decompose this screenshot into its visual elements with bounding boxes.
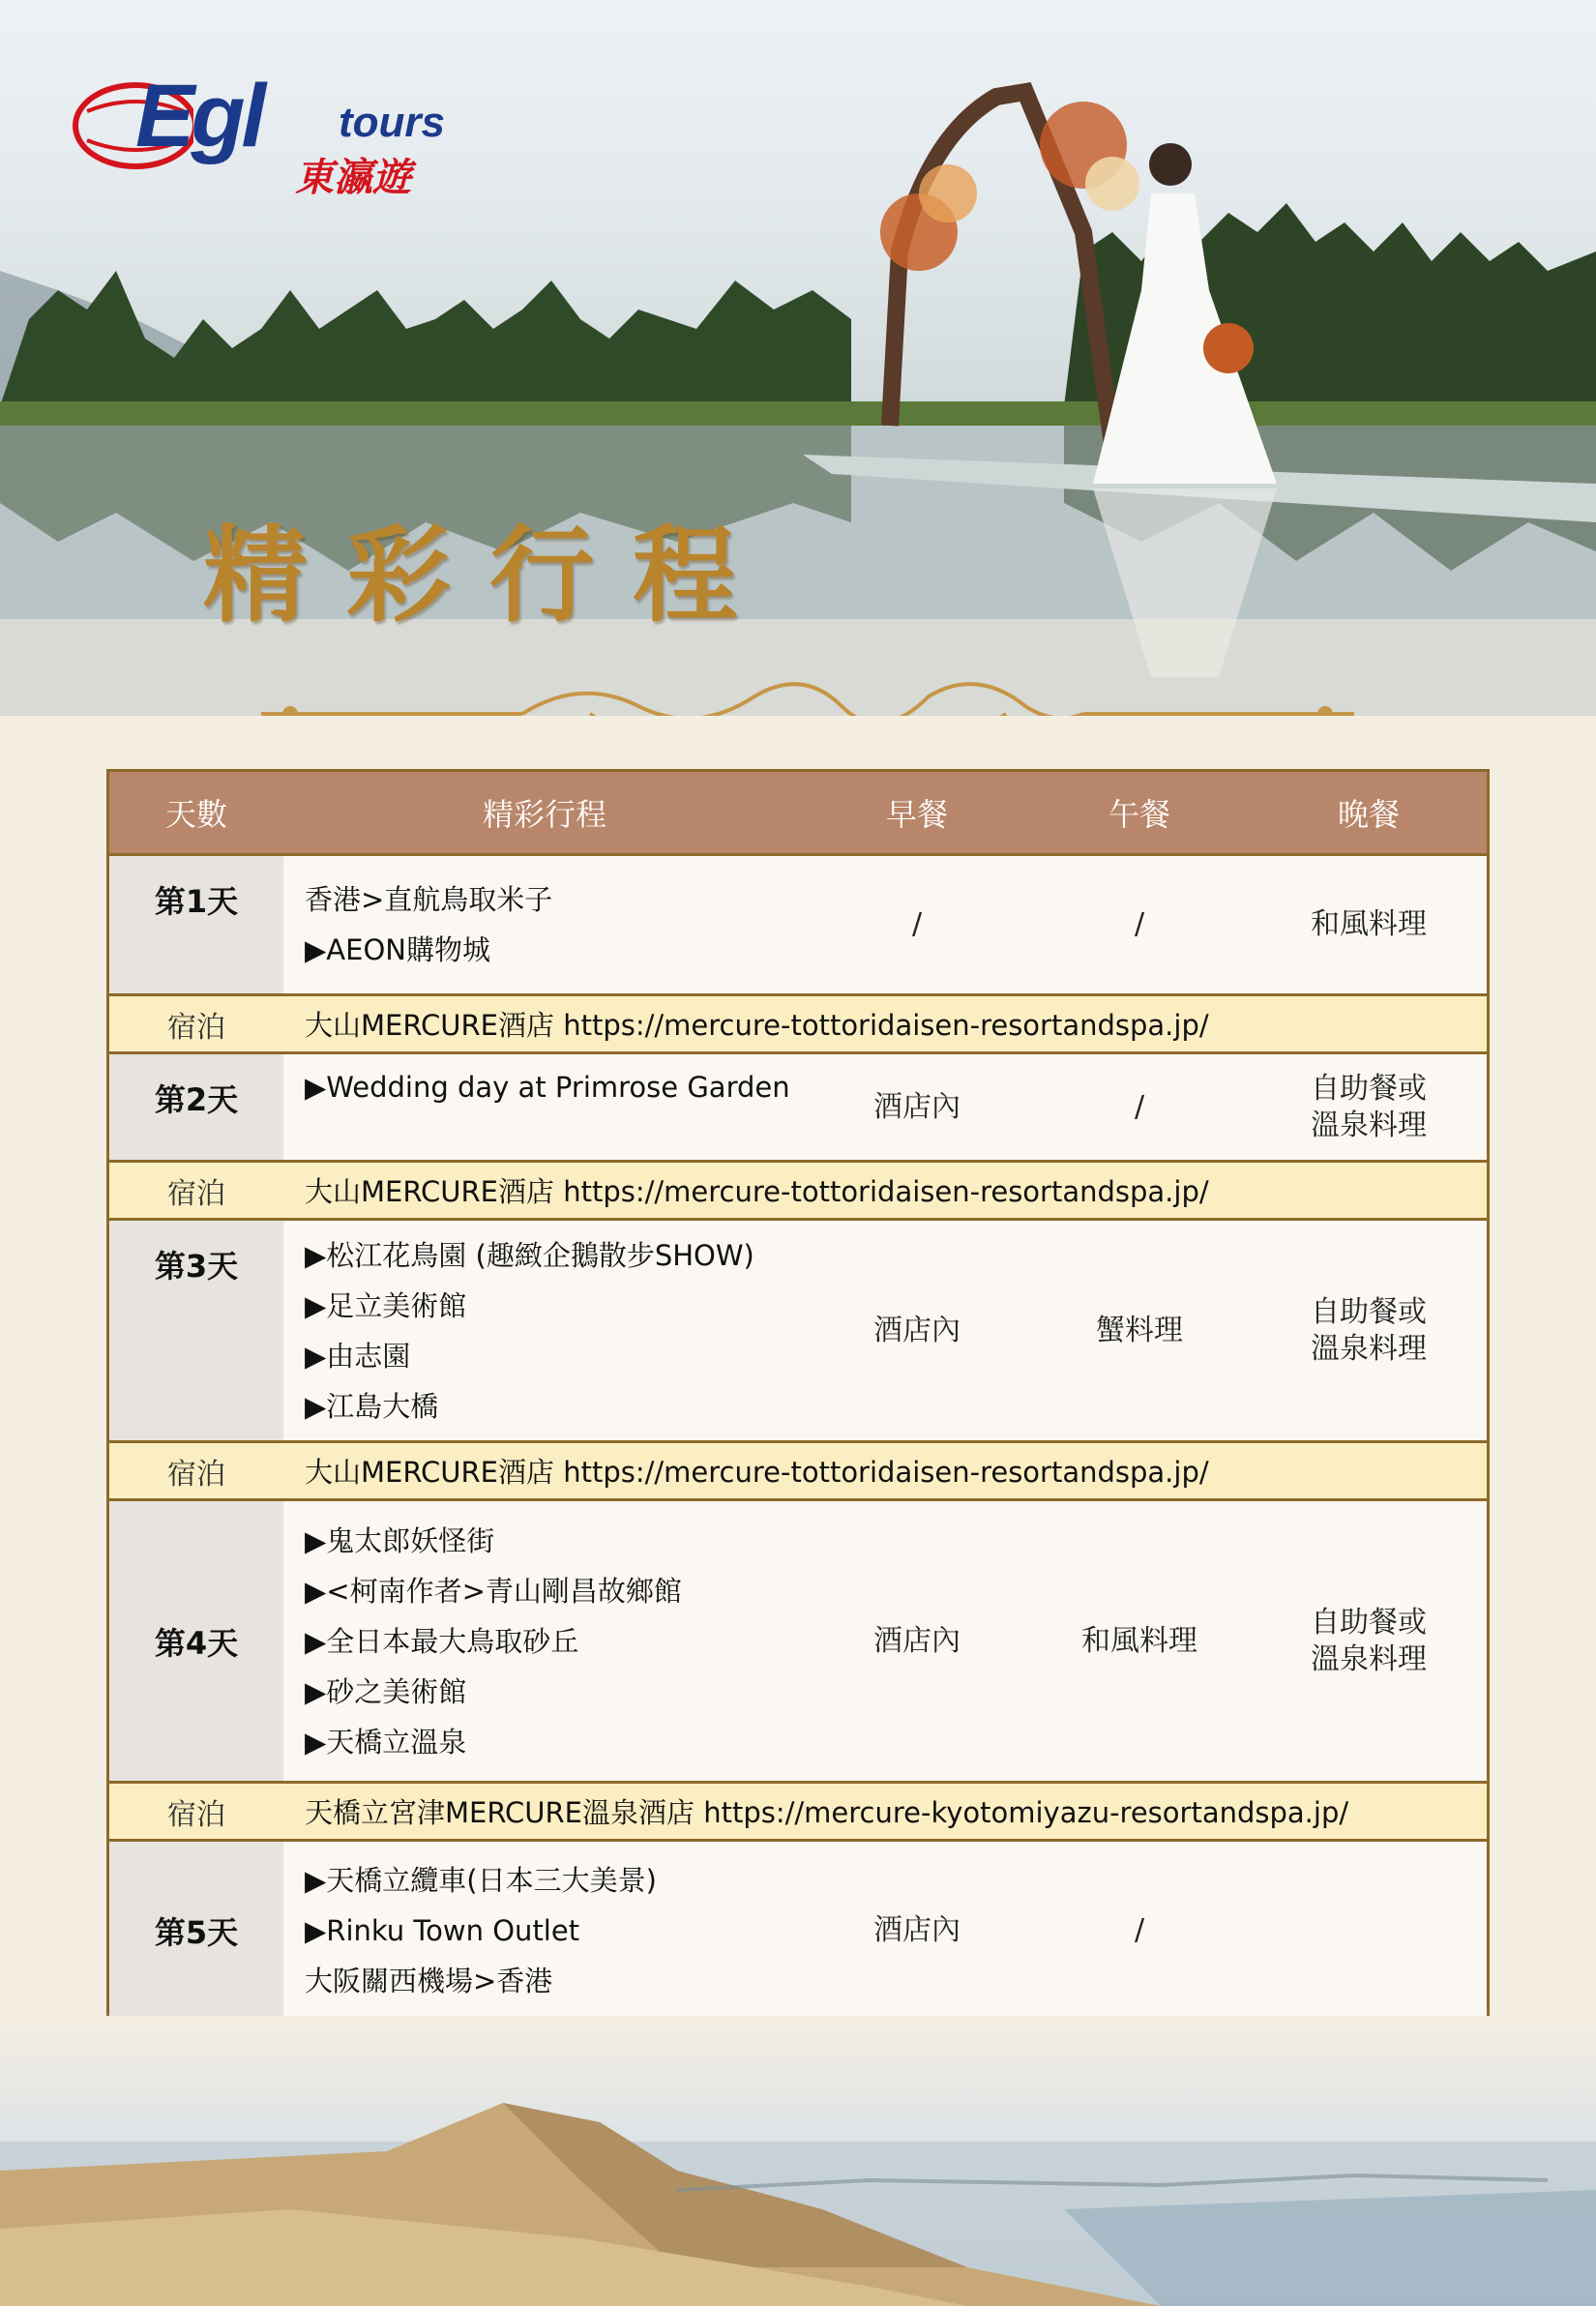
lunch-value: 和風料理 <box>1081 1623 1197 1658</box>
header-dinner: 晚餐 <box>1337 796 1400 833</box>
plan-item: ▶砂之美術館 <box>305 1674 467 1708</box>
stay-hotel: 天橋立宮津MERCURE溫泉酒店 https://mercure-kyotomiyazu-resortandspa.jp/ <box>305 1796 1349 1829</box>
dinner-value <box>1251 1221 1487 1440</box>
breakfast-value: 酒店內 <box>873 1313 961 1347</box>
day-row <box>109 1501 1487 1784</box>
logo-wordmark: Egl <box>135 67 263 165</box>
dinner-value <box>1251 1054 1487 1160</box>
egl-tours-logo <box>68 68 474 203</box>
plan-item: ▶松江花鳥園 (趣緻企鵝散步SHOW) <box>305 1238 754 1272</box>
stay-label: 宿泊 <box>167 1457 225 1492</box>
dinner-line: 溫泉料理 <box>1311 1641 1427 1676</box>
breakfast-value: 酒店內 <box>873 1912 961 1947</box>
stay-label: 宿泊 <box>167 1010 225 1045</box>
breakfast-value: 酒店內 <box>873 1089 961 1124</box>
dinner-line: 溫泉料理 <box>1311 1331 1427 1366</box>
dinner-value <box>1251 856 1487 993</box>
stay-hotel: 大山MERCURE酒店 https://mercure-tottoridaisen-resortandspa.jp/ <box>305 1009 1209 1042</box>
hero-banner <box>0 0 1596 716</box>
day-row <box>109 1842 1487 2019</box>
dinner-line: 自助餐或 <box>1311 1071 1427 1106</box>
plan-item: ▶全日本最大鳥取砂丘 <box>305 1624 579 1658</box>
dinner-line: 溫泉料理 <box>1311 1108 1427 1142</box>
plan-item: ▶江島大橋 <box>305 1389 439 1423</box>
logo-chinese-text: 東瀛遊 <box>295 156 411 200</box>
header-day: 天數 <box>164 796 227 833</box>
lunch-value: / <box>1134 1912 1145 1947</box>
stay-row <box>109 996 1487 1054</box>
lunch-value: 蟹料理 <box>1096 1313 1183 1347</box>
header-lunch: 午餐 <box>1108 796 1170 833</box>
day-plan <box>283 1221 806 1440</box>
stay-row <box>109 1163 1487 1221</box>
stay-hotel: 大山MERCURE酒店 https://mercure-tottoridaisen-resortandspa.jp/ <box>305 1175 1209 1208</box>
day-row <box>109 1054 1487 1163</box>
plan-item: ▶足立美術館 <box>305 1288 467 1322</box>
sand-dune-illustration <box>0 2016 1596 2306</box>
plan-item: ▶天橋立溫泉 <box>305 1725 467 1759</box>
plan-item: ▶由志園 <box>305 1339 411 1373</box>
plan-item: ▶天橋立纜車(日本三大美景) <box>305 1863 657 1897</box>
plan-item: ▶鬼太郎妖怪街 <box>305 1523 495 1557</box>
plan-item: 大阪關西機場>香港 <box>305 1964 553 1997</box>
stay-hotel: 大山MERCURE酒店 https://mercure-tottoridaisen-resortandspa.jp/ <box>305 1456 1209 1489</box>
plan-item: ▶AEON購物城 <box>305 933 490 966</box>
day-plan <box>283 856 806 993</box>
breakfast-value: / <box>911 907 923 941</box>
day-label: 第2天 <box>109 1054 283 1160</box>
breakfast-value: 酒店內 <box>873 1623 961 1658</box>
plan-item: ▶Wedding day at Primrose Garden <box>305 1071 790 1104</box>
day-plan <box>283 1501 806 1781</box>
lunch-value: / <box>1134 1089 1145 1124</box>
stay-label: 宿泊 <box>167 1176 225 1211</box>
table-header-row <box>109 772 1487 856</box>
day-plan <box>283 1054 806 1160</box>
header-breakfast: 早餐 <box>885 796 948 833</box>
day-label: 第3天 <box>109 1221 283 1440</box>
dinner-line: 和風料理 <box>1311 907 1427 941</box>
plan-item: ▶Rinku Town Outlet <box>305 1913 580 1947</box>
day-label: 第1天 <box>109 856 283 993</box>
dinner-value <box>1251 1501 1487 1781</box>
plan-item: 香港>直航鳥取米子 <box>305 883 553 916</box>
day-row <box>109 856 1487 996</box>
stay-row <box>109 1443 1487 1501</box>
day-plan <box>283 1842 806 2019</box>
header-plan: 精彩行程 <box>482 796 606 833</box>
stay-label: 宿泊 <box>167 1797 225 1832</box>
itinerary-table <box>106 769 1490 2022</box>
dinner-value <box>1251 1842 1487 2019</box>
page-title: 精彩行程 <box>203 515 777 636</box>
plan-item: ▶<柯南作者>青山剛昌故鄉館 <box>305 1574 682 1608</box>
day-row <box>109 1221 1487 1443</box>
logo-tours-text: tours <box>339 99 445 146</box>
lunch-value: / <box>1134 907 1145 941</box>
day-label: 第5天 <box>109 1842 283 2019</box>
dinner-line: 自助餐或 <box>1311 1605 1427 1640</box>
sand-dune-photo <box>0 2016 1596 2306</box>
day-label: 第4天 <box>109 1501 283 1781</box>
stay-row <box>109 1784 1487 1842</box>
dinner-line: 自助餐或 <box>1311 1294 1427 1329</box>
